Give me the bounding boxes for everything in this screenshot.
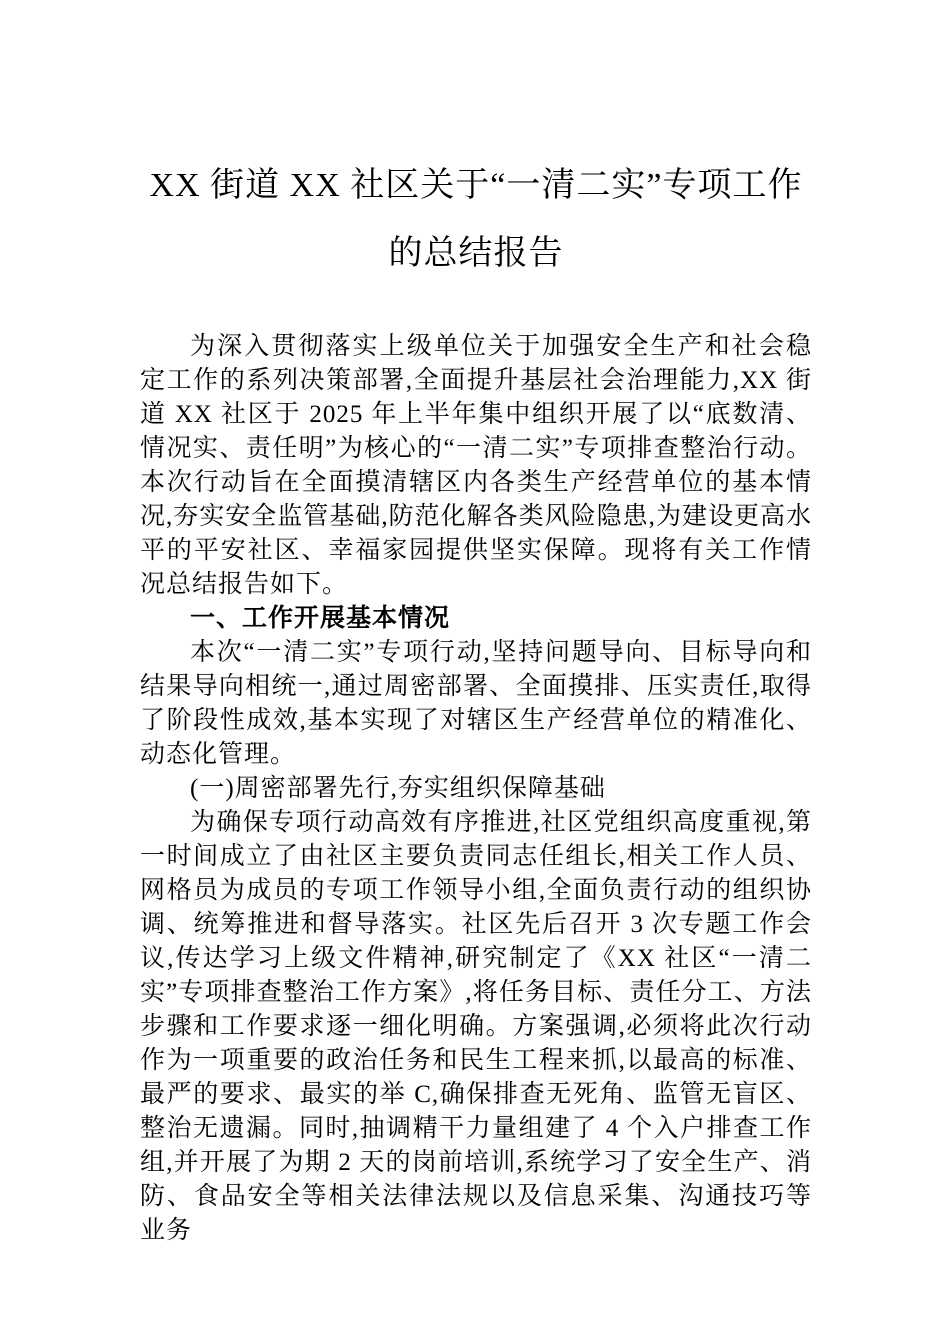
document-title: [140, 152, 812, 288]
document-title-line-2: 的总结报告: [388, 235, 564, 272]
document-title-line-1: XX 街道 XX 社区关于“一清二实”专项工作: [149, 167, 803, 204]
paragraph-deployment-details: 为确保专项行动高效有序推进,社区党组织高度重视,第一时间成立了由社区主要负责同志任组长,相关工作人员、网格员为成员的专项工作领导小组,全面负责行动的组织协调、统筹推进和督导落实。社区先后召开 3 次专题工作会议,传达学习上级文件精神,研究制定了《XX 社区“一清二实”专项排查整治工作方案》,将任务目标、责任分工、方法步骤和工作要求逐一细化明确。方案强调,必须将此次行动作为一项重要的政治任务和民生工程来抓,以最高的标准、最严的要求、最实的举 C,确保排查无死角、监管无盲区、整治无遗漏。同时,抽调精干力量组建了 4 个入户排查工作组,并开展了为期 2 天的岗前培训,系统学习了安全生产、消防、食品安全等相关法律法规以及信息采集、沟通技巧等业务: [140, 809, 812, 1244]
paragraph-intro: 为深入贯彻落实上级单位关于加强安全生产和社会稳定工作的系列决策部署,全面提升基层社会治理能力,XX 街道 XX 社区于 2025 年上半年集中组织开展了以“底数清、情况实、责任明”为核心的“一清二实”专项排查整治行动。本次行动旨在全面摸清辖区内各类生产经营单位的基本情况,夯实安全监管基础,防范化解各类风险隐患,为建设更高水平的平安社区、幸福家园提供坚实保障。现将有关工作情况总结报告如下。: [140, 333, 812, 598]
paragraph-section-overview: 本次“一清二实”专项行动,坚持问题导向、目标导向和结果导向相统一,通过周密部署、全面摸排、压实责任,取得了阶段性成效,基本实现了对辖区生产经营单位的精准化、动态化管理。: [140, 639, 812, 768]
subsection-heading-1-1: (一)周密部署先行,夯实组织保障基础: [190, 775, 606, 802]
section-heading-1: 一、工作开展基本情况: [190, 605, 451, 632]
